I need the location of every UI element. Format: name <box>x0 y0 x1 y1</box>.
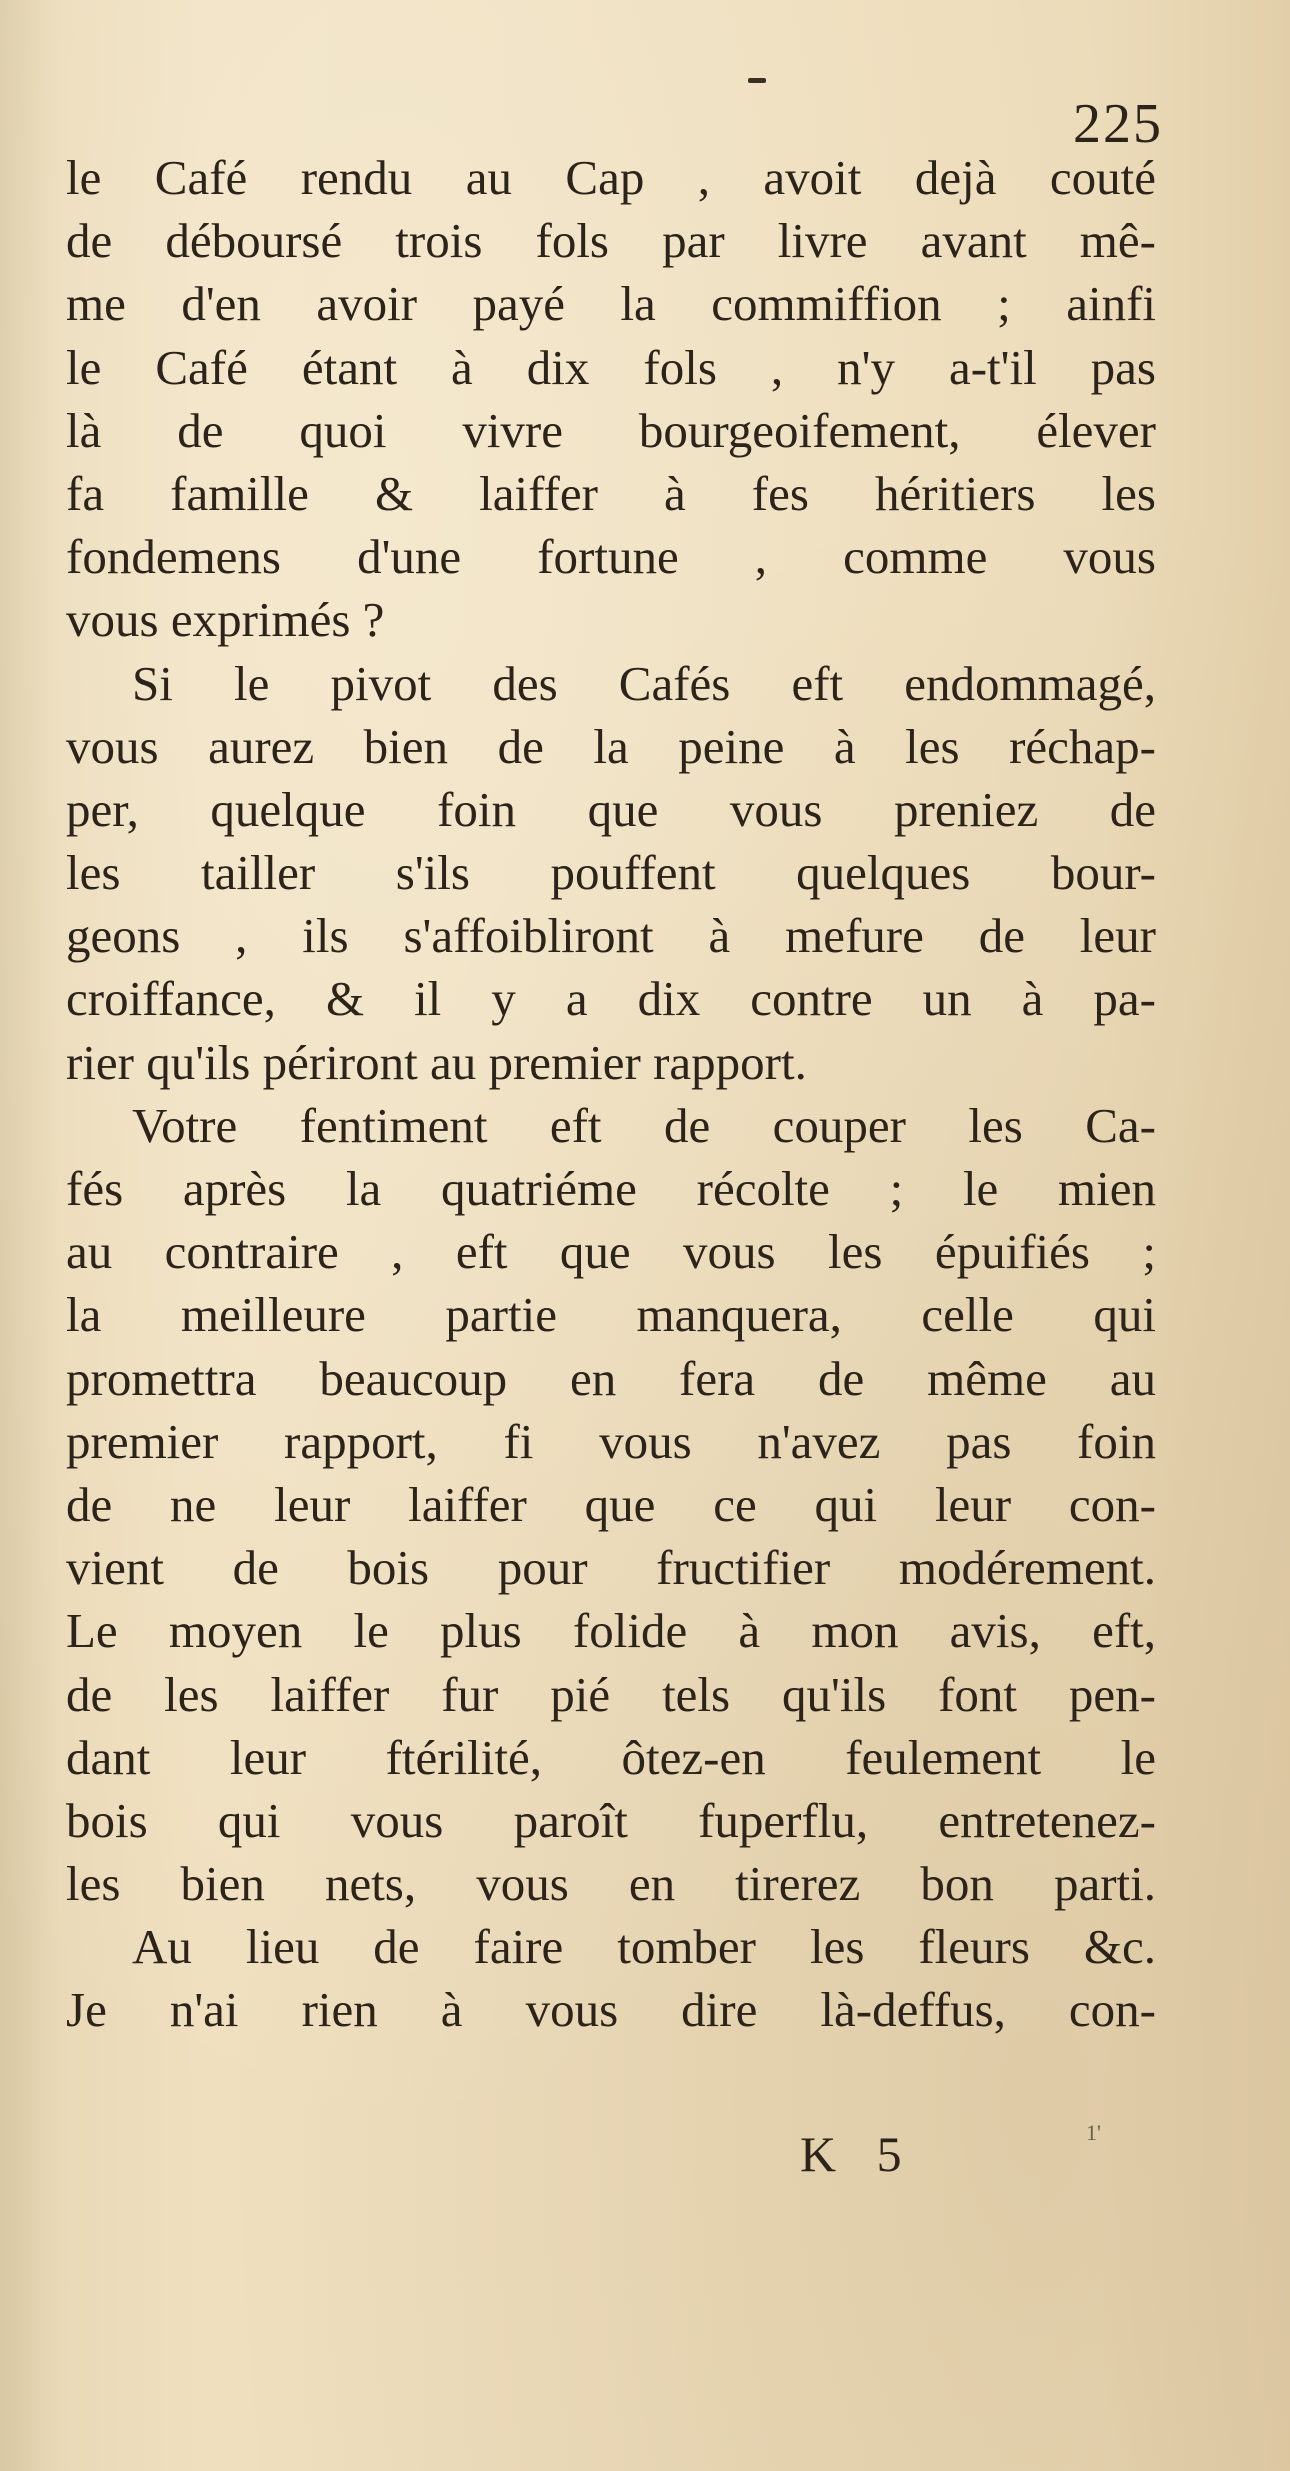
text-line: les tailler s'ils pouffent quelques bour- <box>66 845 1156 901</box>
text-line: les bien nets, vous en tirerez bon parti. <box>66 1856 1156 1912</box>
text-line: fés après la quatriéme récolte ; le mien <box>66 1161 1156 1216</box>
text-line: croiffance, & il y a dix contre un à pa- <box>66 971 1156 1027</box>
text-line: Le moyen le plus folide à mon avis, eft, <box>66 1603 1156 1659</box>
text-line: de les laiffer fur pié tels qu'ils font pen- <box>66 1666 1156 1722</box>
text-line: Votre fentiment eft de couper les Ca- <box>132 1097 1156 1153</box>
text-line: de ne leur laiffer que ce qui leur con- <box>66 1476 1156 1532</box>
text-line: Je n'ai rien à vous dire là-deffus, con- <box>66 1982 1156 2038</box>
header-dash <box>748 78 766 83</box>
text-line: geons , ils s'affoibliront à mefure de leur <box>66 908 1156 964</box>
text-line: fondemens d'une fortune , comme vous <box>66 529 1156 585</box>
signature-mark: K 5 <box>800 2126 916 2182</box>
text-line: vous exprimés ? <box>66 592 385 648</box>
text-line: le Café rendu au Cap , avoit dejà couté <box>66 150 1156 205</box>
text-line: au contraire , eft que vous les épuifiés ; <box>66 1224 1156 1280</box>
text-line: Au lieu de faire tomber les fleurs &c. <box>132 1919 1156 1975</box>
text-line: là de quoi vivre bourgeoifement, élever <box>66 402 1156 458</box>
text-line: bois qui vous paroît fuperflu, entretenez- <box>66 1792 1156 1848</box>
text-line: vous aurez bien de la peine à les réchap- <box>66 718 1156 774</box>
text-line: per, quelque foin que vous preniez de <box>66 781 1156 837</box>
text-line: le Café étant à dix fols , n'y a-t'il pas <box>66 339 1156 395</box>
text-line: la meilleure partie manquera, celle qui <box>66 1287 1156 1343</box>
text-line: rier qu'ils périront au premier rapport. <box>66 1034 807 1090</box>
text-line: me d'en avoir payé la commiffion ; ainfi <box>66 276 1156 332</box>
text-line: premier rapport, fi vous n'avez pas foin <box>66 1413 1156 1469</box>
body-text <box>66 146 1156 2042</box>
text-line: fa famille & laiffer à fes héritiers les <box>66 465 1156 521</box>
corner-mark: 1' <box>1086 2120 1101 2145</box>
text-line: promettra beaucoup en fera de même au <box>66 1350 1156 1406</box>
page-number: 225 <box>1073 93 1163 155</box>
text-line: Si le pivot des Cafés eft endommagé, <box>132 655 1156 711</box>
text-line: vient de bois pour fructifier modérement. <box>66 1540 1156 1596</box>
text-line: dant leur ftérilité, ôtez-en feulement le <box>66 1729 1156 1785</box>
text-line: de déboursé trois fols par livre avant mê- <box>66 213 1156 269</box>
